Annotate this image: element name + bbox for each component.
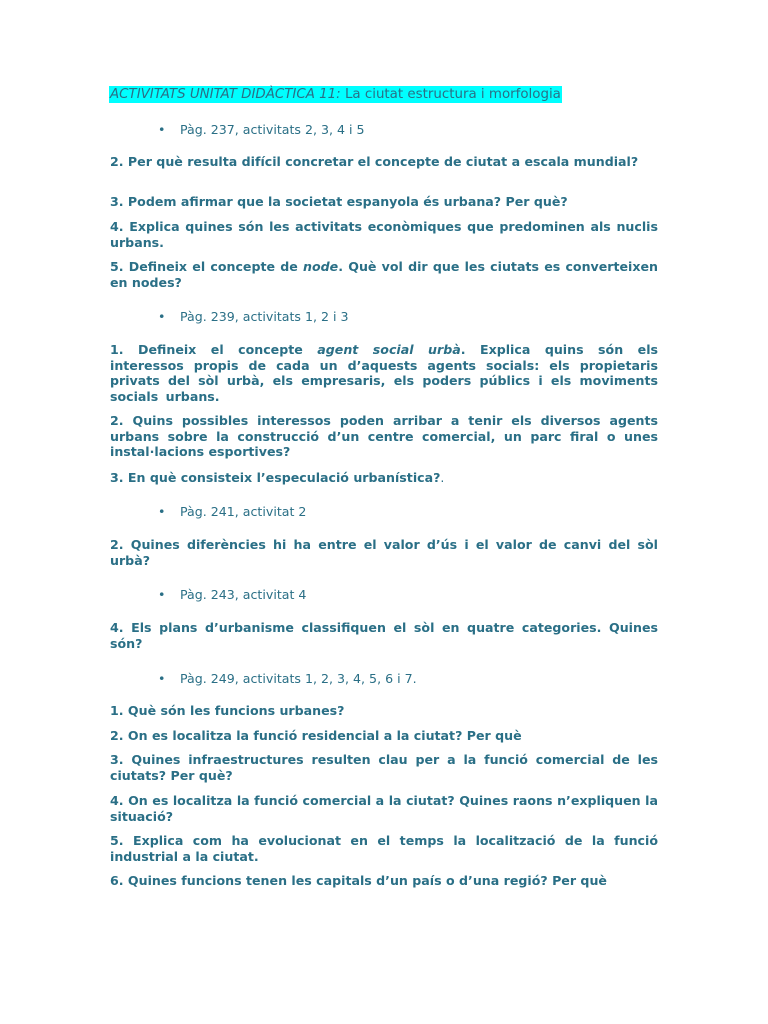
question-term: node — [303, 259, 339, 274]
question-term: agent social urbà — [317, 342, 461, 357]
question-text: 3. En què consisteix l’especulació urbanística? — [110, 470, 441, 485]
bullet-item — [158, 671, 417, 687]
question: 1. Què són les funcions urbanes? — [110, 703, 345, 718]
question: 6. Quines funcions tenen les capitals d’un país o d’una regió? Per què — [110, 873, 607, 888]
question: 5. Explica com ha evolucionat en el temps la localització de la funció industrial a la ciutat. — [110, 833, 658, 864]
bullet-text: Pàg. 237, activitats 2, 3, 4 i 5 — [180, 122, 365, 137]
question: 2. Per què resulta difícil concretar el concepte de ciutat a escala mundial? — [110, 154, 639, 169]
title-unit: ACTIVITATS UNITAT DIDÀCTICA 11: — [110, 87, 341, 102]
bullet-dot-icon: • — [158, 309, 166, 324]
bullet-item — [158, 309, 349, 325]
question — [110, 259, 658, 290]
question-text: . Què vol dir que les ciutats es converteixen en nodes? — [110, 259, 659, 290]
question-text: 5. Defineix el concepte de — [110, 259, 304, 274]
bullet-text: Pàg. 241, activitat 2 — [180, 504, 307, 519]
question: 3. Quines infraestructures resulten clau per a la funció comercial de les ciutats? Per què? — [110, 752, 658, 783]
question: 3. Podem afirmar que la societat espanyola és urbana? Per què? — [110, 194, 568, 209]
bullet-text: Pàg. 239, activitats 1, 2 i 3 — [180, 309, 349, 324]
bullet-text: Pàg. 243, activitat 4 — [180, 587, 307, 602]
bullet-item — [158, 504, 306, 520]
question: 2. On es localitza la funció residencial a la ciutat? Per què — [110, 728, 522, 743]
question — [110, 470, 658, 486]
bullet-dot-icon: • — [158, 671, 166, 686]
question: 2. Quines diferències hi ha entre el valor d’ús i el valor de canvi del sòl urbà? — [110, 537, 658, 568]
question: 4. Els plans d’urbanisme classifiquen el sòl en quatre categories. Quines són? — [110, 620, 658, 651]
question — [110, 342, 658, 404]
bullet-dot-icon: • — [158, 504, 166, 519]
question-text: 1. Defineix el concepte — [110, 342, 318, 357]
document-title — [109, 86, 562, 103]
question-text: . Explica quins són els interessos propis de cada un d’aquests agents socials: els propietaris privats del sòl urbà, els empresaris, els poders públics i els moviments socials urbans. — [110, 342, 659, 404]
title-topic: La ciutat estructura i morfologia — [340, 87, 561, 102]
question-tail: . — [440, 470, 445, 485]
bullet-text: Pàg. 249, activitats 1, 2, 3, 4, 5, 6 i 7. — [180, 671, 417, 686]
bullet-dot-icon: • — [158, 122, 166, 137]
bullet-item — [158, 122, 365, 138]
question: 4. Explica quines són les activitats econòmiques que predominen als nuclis urbans. — [110, 219, 658, 250]
bullet-item — [158, 587, 306, 603]
question: 2. Quins possibles interessos poden arribar a tenir els diversos agents urbans sobre la construcció d’un centre comercial, un parc firal o unes instal·lacions esportives? — [110, 413, 658, 459]
bullet-dot-icon: • — [158, 587, 166, 602]
question: 4. On es localitza la funció comercial a la ciutat? Quines raons n’expliquen la situació? — [110, 793, 658, 824]
